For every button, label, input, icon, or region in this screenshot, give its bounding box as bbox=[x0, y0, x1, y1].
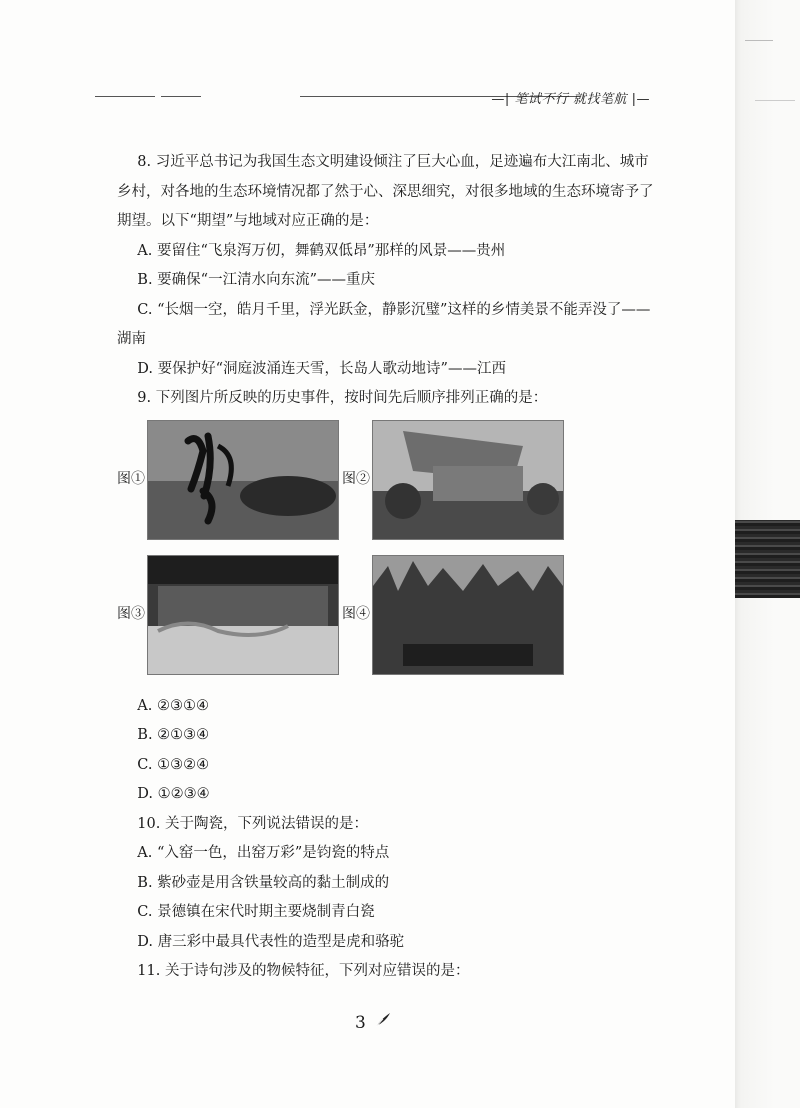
question-9-option-a: A. ②③①④ bbox=[137, 697, 209, 714]
figure-4-label: 图④ bbox=[342, 605, 370, 622]
page-footer bbox=[355, 1012, 392, 1033]
question-8-option-d: D. 要保护好“洞庭波涌连天雪，长岛人歌动地诗”——江西 bbox=[137, 360, 506, 377]
figure-3-photo bbox=[147, 555, 339, 675]
scan-artifact bbox=[735, 520, 800, 598]
scan-artifact bbox=[755, 100, 795, 101]
feather-pen-icon bbox=[374, 1012, 392, 1033]
figure-1-label: 图① bbox=[117, 470, 145, 487]
question-10-option-c: C. 景德镇在宋代时期主要烧制青白瓷 bbox=[137, 904, 375, 920]
header-slogan: —| 笔试不行 就找笔航 |— bbox=[491, 92, 650, 107]
page-number: 3 bbox=[355, 1012, 366, 1033]
question-content bbox=[117, 148, 657, 987]
figure-4-photo bbox=[372, 555, 564, 675]
header-rule bbox=[95, 96, 155, 97]
scan-edge bbox=[735, 0, 800, 1108]
question-8-option-b: B. 要确保“一江清水向东流”——重庆 bbox=[137, 272, 375, 288]
question-10-option-d: D. 唐三彩中最具代表性的造型是虎和骆驼 bbox=[137, 933, 405, 950]
figure-3-label: 图③ bbox=[117, 605, 145, 622]
figure-1 bbox=[117, 420, 339, 540]
question-8-stem: 8. 习近平总书记为我国生态文明建设倾注了巨大心血，足迹遍布大江南北、城市乡村，对各地的生态环境情况都了然于心、深思细究，对很多地域的生态环境寄予了期望。以下“期望”与地域对应正确的是： bbox=[117, 154, 654, 229]
page-header bbox=[95, 88, 650, 107]
question-8-option-c: C. “长烟一空，皓月千里，浮光跃金，静影沉璧”这样的乡情美景不能弄没了——湖南 bbox=[117, 301, 651, 347]
question-9-stem: 9. 下列图片所反映的历史事件，按时间先后顺序排列正确的是： bbox=[137, 390, 548, 406]
figure-1-photo bbox=[147, 420, 339, 540]
question-9-option-d: D. ①②③④ bbox=[137, 786, 210, 802]
question-10-option-a: A. “入窑一色，出窑万彩”是钧瓷的特点 bbox=[137, 845, 390, 861]
question-9-option-c: C. ①③②④ bbox=[137, 756, 210, 773]
question-11-stem: 11. 关于诗句涉及的物候特征，下列对应错误的是： bbox=[137, 963, 470, 979]
scan-artifact bbox=[745, 40, 773, 41]
figure-2 bbox=[342, 420, 564, 540]
figure-grid bbox=[117, 420, 657, 690]
figure-2-photo bbox=[372, 420, 564, 540]
header-rule bbox=[161, 96, 201, 97]
figure-2-label: 图② bbox=[342, 470, 370, 487]
question-10-option-b: B. 紫砂壶是用含铁量较高的黏土制成的 bbox=[137, 874, 390, 891]
question-10-stem: 10. 关于陶瓷，下列说法错误的是： bbox=[137, 815, 368, 832]
figure-3 bbox=[117, 555, 339, 675]
figure-4 bbox=[342, 555, 564, 675]
question-8-option-a: A. 要留住“飞泉泻万仞，舞鹤双低昂”那样的风景——贵州 bbox=[137, 242, 506, 259]
question-9-option-b: B. ②①③④ bbox=[137, 727, 210, 743]
